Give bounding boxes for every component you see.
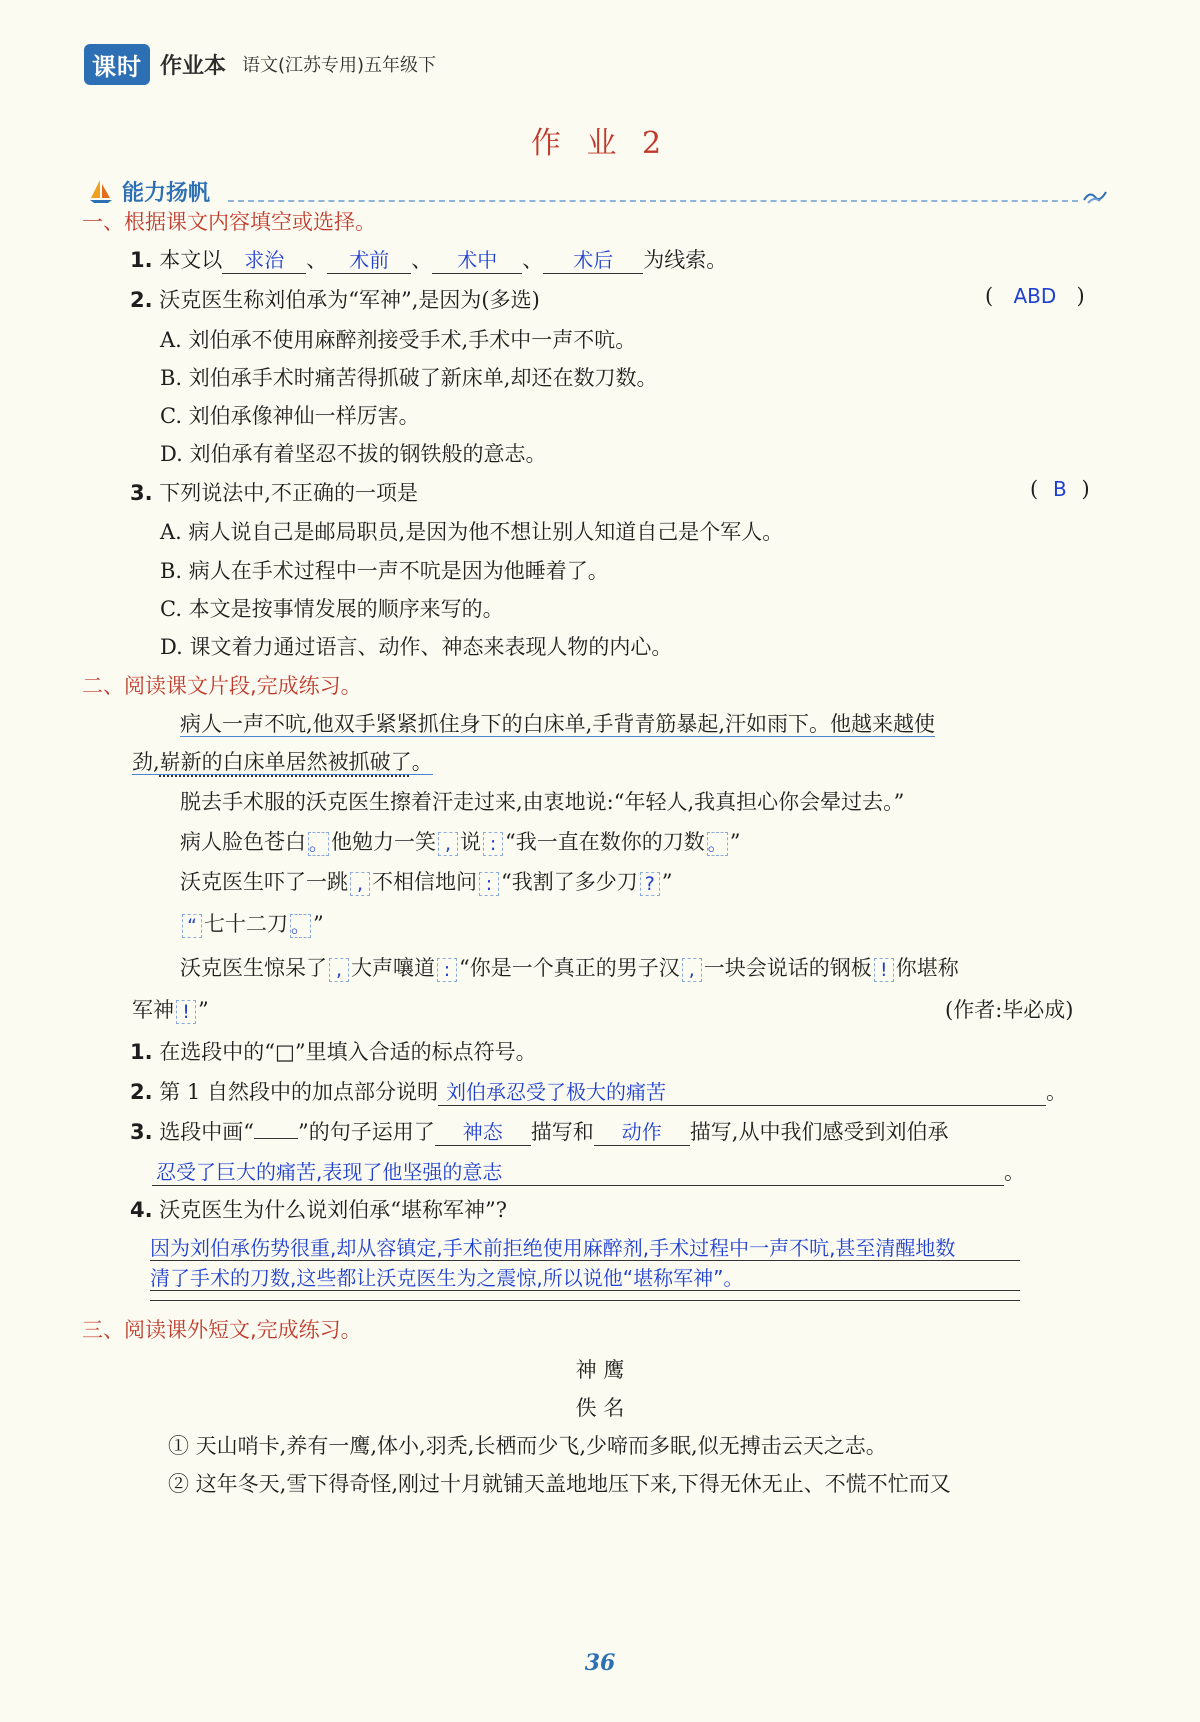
answer-rule (150, 1290, 1020, 1291)
answer-text-line[interactable]: 清了手术的刀数,这些都让沃克医生为之震惊,所以说他“堪称军神”。 (150, 1266, 744, 1290)
question-text: 沃克医生为什么说刘伯承“堪称军神”? (159, 1198, 508, 1222)
section-divider (228, 200, 1078, 202)
answer-line[interactable]: 忍受了巨大的痛苦,表现了他坚强的意志 (152, 1156, 1004, 1186)
separator: 、 (411, 248, 433, 272)
punctuation-box[interactable]: 。 (291, 914, 311, 937)
passage-text: “你是一个真正的男子汉 (459, 956, 680, 980)
p2-q1 (130, 1036, 537, 1066)
passage-text: “我一直在数你的刀数 (505, 830, 705, 854)
page-number: 36 (584, 1650, 616, 1676)
punctuation-box[interactable]: ! (874, 958, 894, 982)
question-number: 3. (130, 481, 153, 505)
sailboat-icon (88, 178, 114, 204)
separator: 、 (306, 248, 328, 272)
passage-line (180, 866, 673, 896)
punctuation-box[interactable]: ? (640, 872, 660, 896)
passage-text: 病人脸色苍白 (180, 830, 306, 854)
underline-sample (254, 1138, 298, 1139)
passage-line (180, 708, 935, 738)
option: A. 病人说自己是邮局职员,是因为他不想让别人知道自己是个军人。 (160, 520, 784, 544)
question-text: 沃克医生称刘伯承为“军神”,是因为(多选) (159, 288, 540, 312)
punctuation-box[interactable]: , (438, 832, 458, 856)
punctuation-box[interactable]: 。 (707, 832, 727, 855)
p2-q3 (130, 1116, 948, 1146)
passage-text: 七十二刀 (204, 912, 288, 936)
story-paragraph: ② 这年冬天,雪下得奇怪,刚过十月就铺天盖地地压下来,下得无休无止、不慌不忙而又 (168, 1472, 951, 1496)
option: C. 刘伯承像神仙一样厉害。 (160, 404, 420, 428)
passage-line (180, 952, 959, 982)
p1-q1 (130, 244, 727, 274)
section-label: 能力扬帆 (122, 181, 211, 206)
passage-line (180, 908, 324, 938)
answer-blank-1[interactable]: 神态 (435, 1116, 531, 1146)
option: D. 刘伯承有着坚忍不拔的钢铁般的意志。 (160, 442, 547, 466)
underlined-sentence: 劲, (132, 750, 160, 774)
answer-blank-2[interactable]: 动作 (594, 1116, 690, 1146)
period: 。 (1004, 1160, 1025, 1184)
passage-text: “我割了多少刀 (501, 870, 638, 894)
p1-q3 (130, 477, 418, 507)
question-text: 选段中画“ (159, 1120, 255, 1144)
passage-text: 不相信地问 (372, 870, 477, 894)
question-text: 下列说法中,不正确的一项是 (159, 481, 418, 505)
part1-heading: 一、根据课文内容填空或选择。 (82, 210, 376, 234)
answer-text-line[interactable]: 因为刘伯承伤势很重,却从容镇定,手术前拒绝使用麻醉剂,手术过程中一声不吭,甚至清醒地数 (150, 1236, 956, 1260)
punctuation-box[interactable]: : (479, 872, 499, 896)
story-author: 佚 名 (575, 1396, 625, 1420)
answer-blank-1[interactable]: 求治 (222, 244, 306, 274)
option: D. 课文着力通过语言、动作、神态来表现人物的内心。 (160, 635, 673, 659)
question-number: 2. (130, 1080, 153, 1104)
section-header (88, 176, 1108, 208)
passage-text: 大声嚷道 (351, 956, 435, 980)
part3-heading: 三、阅读课外短文,完成练习。 (82, 1318, 362, 1342)
punctuation-box[interactable]: : (437, 958, 457, 982)
part2-heading: 二、阅读课文片段,完成练习。 (82, 674, 362, 698)
question-number: 1. (130, 1040, 153, 1064)
answer-line[interactable]: 刘伯承忍受了极大的痛苦 (438, 1076, 1046, 1106)
option: A. 刘伯承不使用麻醉剂接受手术,手术中一声不吭。 (160, 328, 637, 352)
question-text: 描写和 (530, 1120, 594, 1144)
passage-text: 你堪称 (895, 956, 959, 980)
separator: 、 (522, 248, 544, 272)
punctuation-box[interactable]: “ (182, 914, 202, 938)
answer-blank-4[interactable]: 术后 (543, 244, 643, 274)
page-header (84, 44, 436, 84)
underlined-sentence: 。 (411, 750, 433, 774)
answer-rule (150, 1300, 1020, 1301)
assignment-title: 作 业 2 (530, 126, 670, 161)
passage-text: 一块会说话的钢板 (703, 956, 872, 980)
question-text: 描写,从中我们感受到刘伯承 (689, 1120, 949, 1144)
underlined-sentence: 病人一声不吭,他双手紧紧抓住身下的白床单,手背青筋暴起,汗如雨下。他越来越使 (180, 712, 936, 736)
p2-q4 (130, 1194, 507, 1224)
question-number: 1. (130, 248, 153, 272)
choice-answer[interactable]: B (1053, 477, 1067, 501)
book-name: 作业本 (160, 53, 227, 79)
question-number: 3. (130, 1120, 153, 1144)
option: C. 本文是按事情发展的顺序来写的。 (160, 597, 504, 621)
question-text: 本文以 (159, 248, 223, 272)
punctuation-box[interactable]: , (329, 958, 349, 982)
punctuation-box[interactable]: ! (176, 1000, 196, 1024)
passage-line (132, 994, 209, 1024)
answer-paren: ( B ) (1030, 477, 1090, 501)
punctuation-box[interactable]: 。 (309, 832, 329, 855)
p2-q3-cont (152, 1156, 1025, 1186)
passage-text: 说 (460, 830, 482, 854)
story-paragraph: ① 天山哨卡,养有一鹰,体小,羽秃,长栖而少飞,少啼而多眠,似无搏击云天之志。 (168, 1434, 887, 1458)
answer-blank-3[interactable]: 术中 (432, 244, 522, 274)
answer-blank-2[interactable]: 术前 (327, 244, 411, 274)
question-suffix: 为线索。 (643, 248, 728, 272)
passage-text: ” (661, 870, 673, 894)
p2-q2 (130, 1076, 1067, 1106)
option: B. 刘伯承手术时痛苦得抓破了新床单,却还在数刀数。 (160, 366, 658, 390)
passage-text: 他勉力一笑 (331, 830, 437, 854)
subject-label: 语文(江苏专用)五年级下 (242, 55, 437, 76)
passage-text: 沃克医生惊呆了 (180, 956, 327, 980)
passage-text: ” (313, 912, 324, 936)
question-number: 4. (130, 1198, 153, 1222)
answer-paren: ( ABD ) (985, 284, 1085, 308)
passage-text: 军神 (132, 998, 174, 1022)
passage-text: ” (729, 830, 741, 854)
dotted-phrase: 崭新的白床单居然被抓破了 (159, 750, 412, 774)
passage-text: ” (198, 998, 209, 1022)
passage-line: 脱去手术服的沃克医生擦着汗走过来,由衷地说:“年轻人,我真担心你会晕过去。” (180, 790, 905, 814)
passage-line (180, 826, 741, 856)
punctuation-box[interactable]: : (483, 832, 503, 856)
period: 。 (1046, 1080, 1067, 1104)
passage-text: 沃克医生吓了一跳 (180, 870, 348, 894)
author-note: (作者:毕必成) (945, 998, 1074, 1022)
wave-icon (1082, 188, 1108, 204)
brand-logo: 课时 (84, 44, 150, 85)
question-number: 2. (130, 288, 153, 312)
punctuation-box[interactable]: , (350, 872, 370, 896)
question-text: 第 1 自然段中的加点部分说明 (159, 1080, 438, 1104)
answer-rule (150, 1260, 1020, 1261)
option: B. 病人在手术过程中一声不吭是因为他睡着了。 (160, 559, 609, 583)
question-text: 在选段中的“□”里填入合适的标点符号。 (159, 1040, 537, 1064)
passage-line (132, 746, 433, 776)
punctuation-box[interactable]: , (682, 958, 702, 982)
choice-answer[interactable]: ABD (1013, 284, 1057, 308)
question-text: ”的句子运用了 (298, 1120, 435, 1144)
p1-q2 (130, 284, 540, 314)
story-title: 神 鹰 (575, 1358, 625, 1382)
